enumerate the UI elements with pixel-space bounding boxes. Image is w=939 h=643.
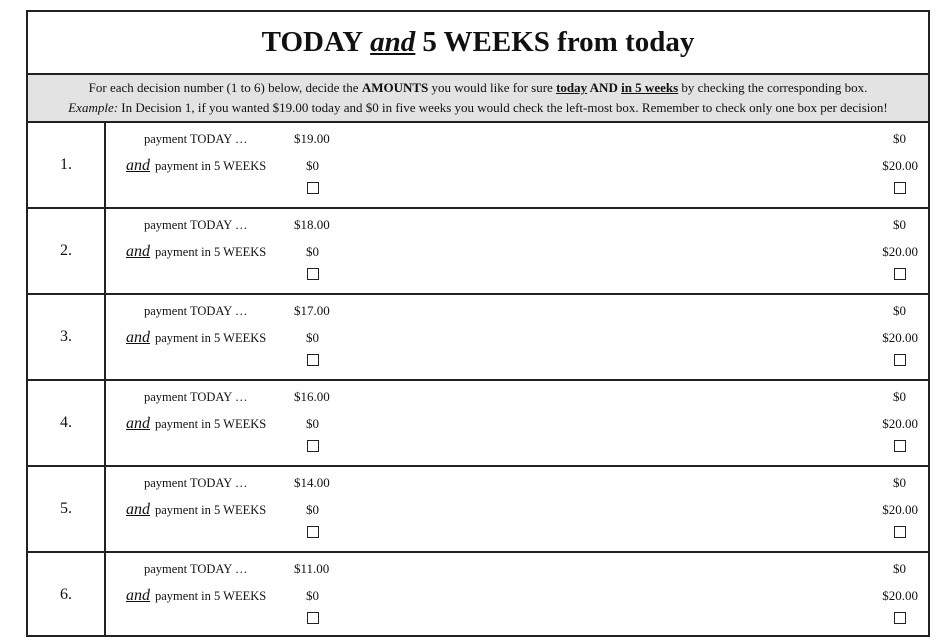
left-option-later-amount: $0 <box>306 588 319 603</box>
instr-text: you would like for sure <box>428 80 557 95</box>
decision-number: 3. <box>28 295 106 379</box>
right-option-later-amount: $20.00 <box>882 330 918 345</box>
instr-and: AND <box>587 80 622 95</box>
and-label: and <box>126 587 150 604</box>
instr-example-text: In Decision 1, if you wanted $19.00 today and $0 in five weeks you would check the left-most box. Remember to check only one box per decision! <box>118 100 888 115</box>
right-option-checkbox[interactable] <box>894 268 906 280</box>
decision-row <box>28 295 928 381</box>
payment-later-label <box>126 587 266 605</box>
payment-in-5-weeks-label: payment in 5 WEEKS <box>155 245 267 259</box>
payment-today-label: payment TODAY … <box>144 304 248 318</box>
and-label: and <box>126 243 150 260</box>
title-weeks: 5 WEEKS from today <box>422 26 695 58</box>
instr-today: today <box>556 80 588 95</box>
instr-amounts: AMOUNTS <box>361 80 429 95</box>
left-option-checkbox[interactable] <box>307 526 319 538</box>
payment-later-label <box>126 329 266 347</box>
left-option-today-amount: $17.00 <box>294 303 330 318</box>
decision-number: 5. <box>28 467 106 551</box>
decision-rows <box>28 123 928 636</box>
right-option-later-amount: $20.00 <box>882 502 918 517</box>
left-option-today-amount: $14.00 <box>294 475 330 490</box>
left-option-later-amount: $0 <box>306 330 319 345</box>
right-option-today-amount: $0 <box>893 217 906 232</box>
right-option-later-amount: $20.00 <box>882 158 918 173</box>
left-option-today-amount: $11.00 <box>294 561 330 576</box>
payment-in-5-weeks-label: payment in 5 WEEKS <box>155 417 267 431</box>
right-option-today-amount: $0 <box>893 389 906 404</box>
payment-later-label <box>126 243 266 261</box>
instr-in-5-weeks: in 5 weeks <box>621 80 679 95</box>
decision-number: 1. <box>28 123 106 207</box>
decision-form <box>26 10 930 637</box>
left-option-today-amount: $16.00 <box>294 389 330 404</box>
decision-row <box>28 209 928 295</box>
left-option-checkbox[interactable] <box>307 354 319 366</box>
decision-number: 4. <box>28 381 106 465</box>
and-label: and <box>126 415 150 432</box>
decision-number: 6. <box>28 553 106 636</box>
left-option-later-amount: $0 <box>306 244 319 259</box>
payment-in-5-weeks-label: payment in 5 WEEKS <box>155 589 267 603</box>
decision-row <box>28 553 928 636</box>
and-label: and <box>126 157 150 174</box>
left-option-later-amount: $0 <box>306 416 319 431</box>
right-option-checkbox[interactable] <box>894 182 906 194</box>
payment-in-5-weeks-label: payment in 5 WEEKS <box>155 331 267 345</box>
payment-today-label: payment TODAY … <box>144 132 248 146</box>
right-option-later-amount: $20.00 <box>882 244 918 259</box>
payment-today-label: payment TODAY … <box>144 390 248 404</box>
left-option-today-amount: $18.00 <box>294 217 330 232</box>
right-option-checkbox[interactable] <box>894 526 906 538</box>
and-label: and <box>126 329 150 346</box>
instructions-line-1 <box>28 78 928 98</box>
right-option-checkbox[interactable] <box>894 354 906 366</box>
and-label: and <box>126 501 150 518</box>
instr-text: by checking the corresponding box. <box>678 80 868 95</box>
left-option-checkbox[interactable] <box>307 612 319 624</box>
instructions <box>28 75 928 123</box>
payment-later-label <box>126 501 266 519</box>
decision-row <box>28 467 928 553</box>
left-option-today-amount: $19.00 <box>294 131 330 146</box>
decision-row <box>28 123 928 209</box>
right-option-later-amount: $20.00 <box>882 416 918 431</box>
payment-today-label: payment TODAY … <box>144 218 248 232</box>
right-option-later-amount: $20.00 <box>882 588 918 603</box>
decision-number: 2. <box>28 209 106 293</box>
right-option-today-amount: $0 <box>893 303 906 318</box>
left-option-later-amount: $0 <box>306 502 319 517</box>
title-and: and <box>370 26 416 58</box>
payment-in-5-weeks-label: payment in 5 WEEKS <box>155 503 267 517</box>
form-title <box>28 12 928 75</box>
instr-text: For each decision number (1 to 6) below, decide the <box>88 80 362 95</box>
payment-today-label: payment TODAY … <box>144 562 248 576</box>
right-option-today-amount: $0 <box>893 561 906 576</box>
title-today: TODAY <box>261 26 364 58</box>
left-option-checkbox[interactable] <box>307 440 319 452</box>
payment-today-label: payment TODAY … <box>144 476 248 490</box>
right-option-checkbox[interactable] <box>894 440 906 452</box>
payment-later-label <box>126 157 266 175</box>
left-option-checkbox[interactable] <box>307 182 319 194</box>
left-option-later-amount: $0 <box>306 158 319 173</box>
instr-example-label: Example: <box>68 100 119 115</box>
instructions-line-2 <box>28 98 928 118</box>
right-option-today-amount: $0 <box>893 131 906 146</box>
right-option-checkbox[interactable] <box>894 612 906 624</box>
left-option-checkbox[interactable] <box>307 268 319 280</box>
right-option-today-amount: $0 <box>893 475 906 490</box>
payment-in-5-weeks-label: payment in 5 WEEKS <box>155 159 267 173</box>
payment-later-label <box>126 415 266 433</box>
decision-row <box>28 381 928 467</box>
